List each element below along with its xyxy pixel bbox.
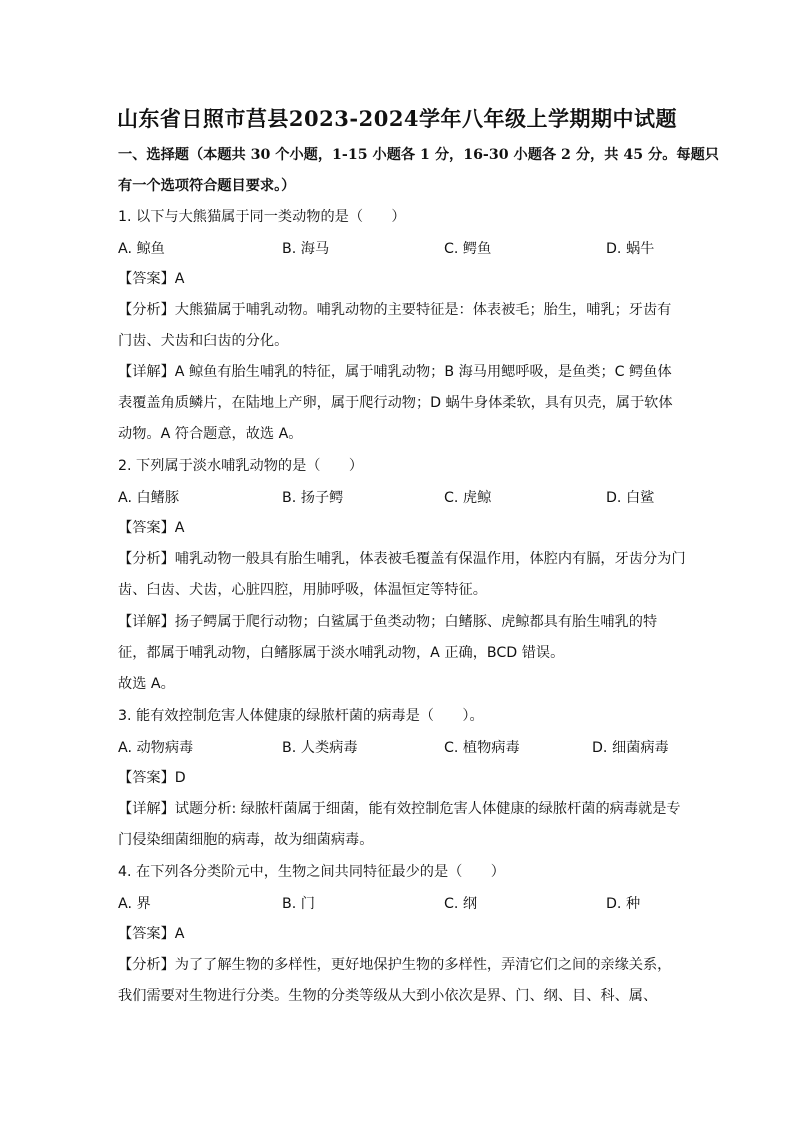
- question-1-stem: 1. 以下与大熊猫属于同一类动物的是（ ）: [118, 209, 406, 225]
- question-1-detail-cont: 表覆盖角质鳞片，在陆地上产卵，属于爬行动物；D 蜗牛身体柔软，具有贝壳，属于软体: [118, 395, 673, 411]
- option-d: D. 蜗牛: [606, 241, 655, 257]
- question-4-analysis: 【分析】为了了解生物的多样性，更好地保护生物的多样性，弄清它们之间的亲缘关系，: [118, 957, 672, 973]
- question-3-detail: 【详解】试题分析: 绿脓杆菌属于细菌，能有效控制危害人体健康的绿脓杆菌的病毒就是专: [118, 801, 681, 817]
- section-instruction-cont: 有一个选项符合题目要求。）: [118, 178, 296, 194]
- option-d: D. 白鲨: [606, 490, 655, 506]
- question-4-answer: 【答案】A: [118, 926, 185, 942]
- question-2-analysis: 【分析】哺乳动物一般具有胎生哺乳，体表被毛覆盖有保温作用，体腔内有膈，牙齿分为门: [118, 551, 686, 567]
- option-a: A. 界: [118, 896, 151, 912]
- question-1-detail: 【详解】A 鲸鱼有胎生哺乳的特征，属于哺乳动物；B 海马用鳃呼吸，是鱼类；C 鳄鱼体: [118, 364, 672, 380]
- option-c: C. 植物病毒: [444, 740, 520, 756]
- question-4-options: [0, 893, 794, 913]
- option-c: C. 纲: [444, 896, 478, 912]
- option-a: A. 动物病毒: [118, 740, 194, 756]
- option-b: B. 扬子鳄: [282, 490, 344, 506]
- question-2-detail-cont: 故选 A。: [118, 676, 175, 692]
- question-3-detail-cont: 门侵染细菌细胞的病毒，故为细菌病毒。: [118, 832, 374, 848]
- option-d: D. 种: [606, 896, 641, 912]
- option-c: C. 虎鲸: [444, 490, 492, 506]
- option-b: B. 门: [282, 896, 315, 912]
- question-2-detail: 【详解】扬子鳄属于爬行动物；白鲨属于鱼类动物；白鳍豚、虎鲸都具有胎生哺乳的特: [118, 614, 658, 630]
- question-1-options: [0, 238, 794, 258]
- question-3-answer: 【答案】D: [118, 770, 186, 786]
- question-2-stem: 2. 下列属于淡水哺乳动物的是（ ）: [118, 458, 364, 474]
- option-a: A. 白鳍豚: [118, 490, 180, 506]
- question-1-analysis-cont: 门齿、犬齿和臼齿的分化。: [118, 333, 289, 349]
- option-a: A. 鲸鱼: [118, 241, 165, 257]
- question-3-options: [0, 737, 794, 757]
- question-1-answer: 【答案】A: [118, 271, 185, 287]
- page-title: 山东省日照市莒县2023-2024学年八年级上学期期中试题: [116, 106, 678, 131]
- question-2-analysis-cont: 齿、臼齿、犬齿，心脏四腔，用肺呼吸，体温恒定等特征。: [118, 582, 487, 598]
- option-b: B. 人类病毒: [282, 740, 358, 756]
- question-4-stem: 4. 在下列各分类阶元中，生物之间共同特征最少的是（ ）: [118, 864, 505, 880]
- option-c: C. 鳄鱼: [444, 241, 492, 257]
- question-2-answer: 【答案】A: [118, 520, 185, 536]
- option-b: B. 海马: [282, 241, 330, 257]
- question-1-detail-cont: 动物。A 符合题意，故选 A。: [118, 426, 303, 442]
- option-d: D. 细菌病毒: [592, 740, 669, 756]
- section-instruction: 一、选择题（本题共 30 个小题，1-15 小题各 1 分，16-30 小题各 2 分，共 45 分。每题只: [118, 147, 719, 163]
- question-2-options: [0, 487, 794, 507]
- question-4-analysis-cont: 我们需要对生物进行分类。生物的分类等级从大到小依次是界、门、纲、目、科、属、: [118, 988, 658, 1004]
- question-3-stem: 3. 能有效控制危害人体健康的绿脓杆菌的病毒是（ ）。: [118, 708, 484, 724]
- question-1-analysis: 【分析】大熊猫属于哺乳动物。哺乳动物的主要特征是：体表被毛；胎生，哺乳；牙齿有: [118, 302, 672, 318]
- question-2-detail-cont: 征，都属于哺乳动物，白鳍豚属于淡水哺乳动物，A 正确，BCD 错误。: [118, 645, 565, 661]
